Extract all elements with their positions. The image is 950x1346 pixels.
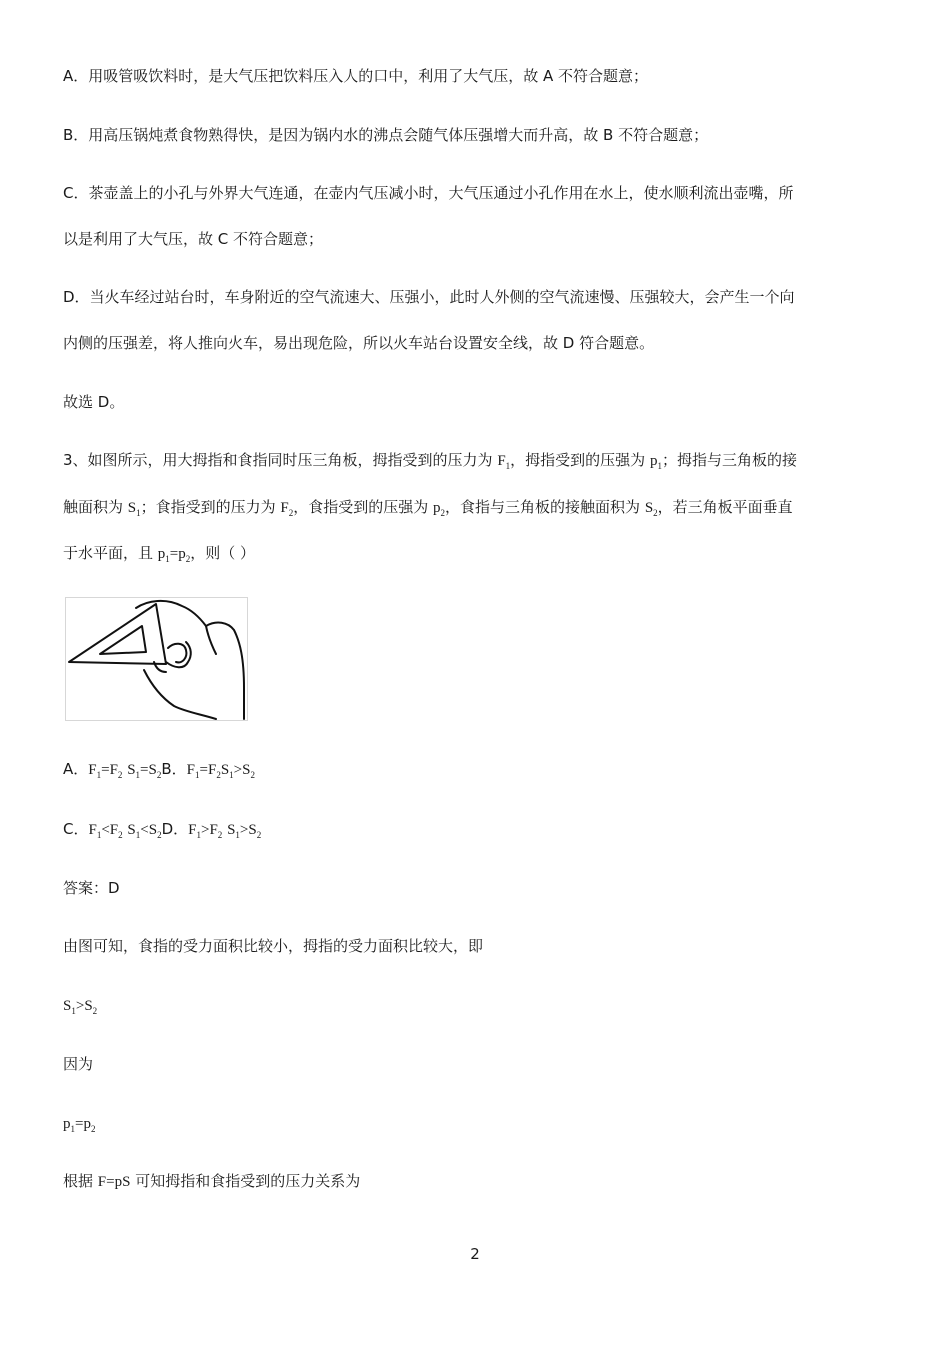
area-relation: $S_1>S_2$ [63,998,98,1016]
options-c-d-line [63,806,885,858]
option-a[interactable]: A．$F_1=F_2$ $S_1=S_2$ [63,760,162,780]
option-d[interactable]: D．$F_1>F_2$ $S_1>S_2$ [161,820,262,840]
option-d-explanation-line2: 内侧的压强差，将人推向火车，易出现危险，所以火车站台设置安全线，故 D 符合题意。 [63,334,655,352]
triangle-ruler-icon [66,598,247,720]
option-d-explanation-line1: D．当火车经过站台时，车身附近的空气流速大、压强小，此时人外侧的空气流速慢、压强较大，会产生一个向 [63,288,795,306]
options-a-b-line [63,746,885,798]
pressure-equality: $p_1=p_2$ [63,1116,96,1134]
option-c-explanation-line1: C．茶壶盖上的小孔与外界大气连通，在壶内气压减小时，大气压通过小孔作用在水上，使水顺利流出壶嘴，所 [63,184,794,202]
question-3-line1: 3、如图所示，用大拇指和食指同时压三角板，拇指受到的压力为 $F_1$，拇指受到的压强为 $p_1$；拇指与三角板的接 [63,451,797,471]
option-b-explanation: B．用高压锅炖煮食物熟得快，是因为锅内水的沸点会随气体压强增大而升高，故 B 不符合题意； [63,126,709,144]
explanation-line1: 由图可知，食指的受力面积比较小，拇指的受力面积比较大，即 [63,937,484,955]
because-text: 因为 [63,1055,94,1073]
page-number: 2 [470,1245,480,1263]
option-a-explanation: A．用吸管吸饮料时，是大气压把饮料压入人的口中，利用了大气压，故 A 不符合题意； [63,67,649,85]
option-b[interactable]: B．$F_1=F_2S_1>S_2$ [161,760,255,780]
formula-line: 根据 F=pS 可知拇指和食指受到的压力关系为 [63,1172,361,1190]
answer-text: 答案：D [63,879,120,897]
option-c[interactable]: C．$F_1<F_2$ $S_1<S_2$ [63,820,162,840]
hand-pressing-triangle-ruler-figure [65,597,248,721]
question-3-line3: 于水平面，且 $p_1=p_2$，则（ ） [63,544,256,564]
question-3-line2: 触面积为 $S_1$；食指受到的压力为 $F_2$，食指受到的压强为 $p_2$，食指与三角板的接触面积为 $S_2$，若三角板平面垂直 [63,498,793,518]
option-c-explanation-line2: 以是利用了大气压，故 C 不符合题意； [63,230,324,248]
choose-d-text: 故选 D。 [63,393,125,411]
